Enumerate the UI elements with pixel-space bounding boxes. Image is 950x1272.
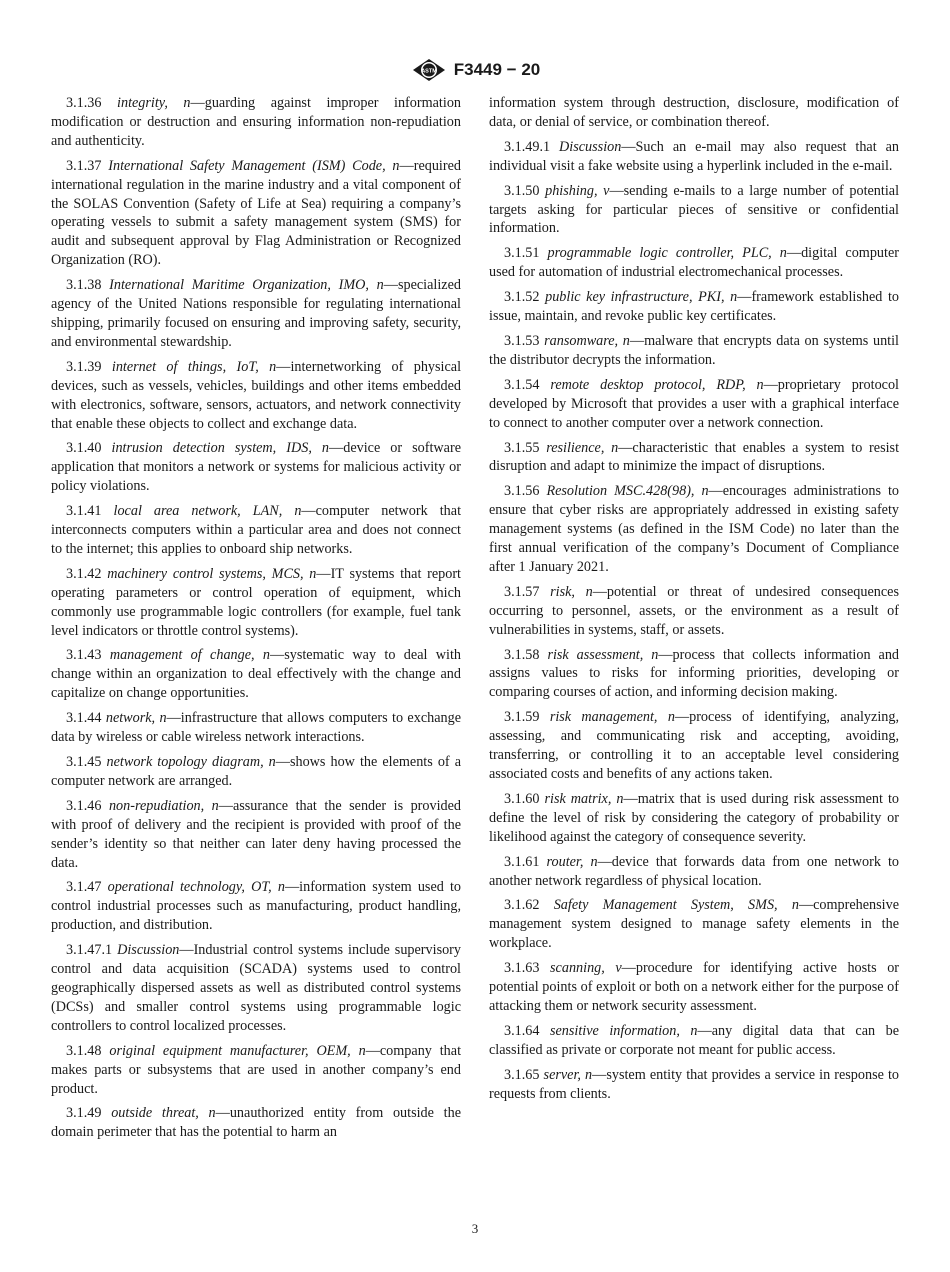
definition-paragraph [51,941,461,1036]
definition-paragraph [51,502,461,559]
definition-text: —process of identifying, analyzing, assessing, and communicating risk and accepting, avoiding, transferring, or controlling it to an acceptable level considering associated costs and benefits of any actions taken. [489,709,900,782]
definition-text: —potential or threat of undesired consequences occurring to personnel, assets, or the environment as a result of vulnerabilities in systems, staff, or assets. [489,583,899,638]
definition-number: 3.1.61 [504,853,540,870]
definition-number: 3.1.56 [504,483,540,500]
definition-text: —required international regulation in the marine industry and a vital component of the SOLAS Convention (Safety of Life at Sea) requiring a company’s operating vessels to submit a safety management system (SMS) for audit and subsequent approval by Flag Administration or Recognized Organization (RO). [51,157,461,269]
definition-term: resilience, n [546,439,619,456]
definition-number: 3.1.44 [66,710,102,727]
definition-text: —proprietary protocol developed by Microsoft that provides a user with a graphical interface to connect to another computer over a network connection. [489,376,899,431]
definition-text: —company that makes parts or subsystems that are used in another company’s end product. [51,1042,462,1097]
definition-paragraph [51,878,461,935]
definition-text: —shows how the elements of a computer network are arranged. [51,754,461,789]
definition-paragraph [489,790,899,847]
definition-term: scanning, v [550,960,622,977]
definition-text: —Industrial control systems include supervisory control and data acquisition (SCADA) systems used to control geographically dispersed assets as well as distributed control systems (DCSs) and smaller control systems using programmable logic controllers to control localized processes. [51,942,462,1034]
definition-number: 3.1.64 [504,1022,540,1039]
definition-number: 3.1.57 [504,583,540,600]
astm-logo-text: ASTM [420,68,437,75]
definition-text: —any digital data that can be classified as private or corporate not meant for public access. [489,1022,899,1058]
definition-text: —Such an e-mail may also request that an individual visit a fake website using a hyperlink included in the e-mail. [489,138,899,174]
definition-number: 3.1.40 [66,440,102,457]
definition-text: —characteristic that enables a system to resist disruption and adapt to minimize the impact of disruptions. [489,439,900,475]
definition-paragraph [51,797,461,873]
definition-term: server, n [543,1066,593,1083]
definition-text: —matrix that is used during risk assessment to define the level of risk by considering the category of probability or likelihood against the category of consequence severity. [489,790,900,845]
definition-term: Resolution MSC.428(98), n [546,483,709,500]
definition-term: risk management, n [549,709,675,726]
definition-paragraph [51,157,461,270]
definition-term: risk, n [550,583,593,600]
definition-paragraph [489,1066,899,1104]
definition-number: 3.1.49 [66,1105,102,1122]
definition-text: —IT systems that report operating parameters or control operation of equipment, which commonly use programmable logic controllers (for example, fuel tank level indicators or throttle control systems). [51,565,461,639]
definition-number: 3.1.59 [504,709,540,726]
definition-term: International Maritime Organization, IMO, n [109,277,384,294]
definition-paragraph [51,709,461,747]
definition-text: —digital computer used for automation of industrial electromechanical processes. [489,245,899,281]
left-column [51,94,461,1148]
page-header [0,56,950,84]
definition-number: 3.1.38 [66,277,102,294]
definition-text: —process that collects information and assigns values to risks for informing priorities, developing or comparing courses of action, and informing decision making. [489,646,900,701]
definition-term: phishing, v [545,182,610,199]
definition-term: remote desktop protocol, RDP, n [550,376,764,393]
definition-number: 3.1.60 [504,790,540,807]
definition-paragraph [489,959,899,1016]
definition-text: —unauthorized entity from outside the domain perimeter that has the potential to harm an [51,1105,461,1141]
definition-number: 3.1.36 [66,95,102,111]
definition-number: 3.1.45 [66,754,102,770]
astm-logo-icon [410,57,448,83]
definition-number: 3.1.48 [66,1042,102,1059]
definition-number: 3.1.37 [66,157,102,174]
definition-term: router, n [546,853,598,870]
definition-paragraph [489,332,899,370]
definition-text: —specialized agency of the United Nations responsible for regulating international shipping, primarily focused on ensuring and improving safety, security, and environmental stewardship. [51,277,461,350]
definition-number: 3.1.46 [66,797,102,814]
definition-paragraph [489,482,899,577]
definition-term: risk assessment, n [547,646,659,663]
definition-number: 3.1.51 [504,245,540,262]
definition-text: —device or software application that monitors a network or systems for malicious activity or policy violations. [51,440,461,495]
definition-paragraph [489,1022,899,1060]
definition-term: network topology diagram, n [106,754,276,770]
definition-paragraph [489,853,899,891]
definition-text: —system entity that provides a service in response to requests from clients. [489,1066,899,1102]
definition-paragraph [51,94,461,151]
continued-paragraph: information system through destruction, disclosure, modification of data, or denial of service, or combination thereof. [489,95,899,130]
definition-paragraph [51,1104,461,1142]
definition-text: —internetworking of physical devices, such as vessels, vehicles, buildings and other items embedded with electronics, software, sensors, actuators, and network connectivity that enable these objects to collect and exchange data. [51,358,462,432]
definition-number: 3.1.49.1 [504,138,551,155]
definition-term: internet of things, IoT, n [111,358,277,375]
definition-text: —assurance that the sender is provided with proof of delivery and the recipient is provided with proof of the sender’s identity so that neither can later deny having processed the data. [51,797,462,871]
definition-term: operational technology, OT, n [107,879,285,896]
definition-number: 3.1.65 [504,1066,540,1083]
definition-number: 3.1.41 [66,503,102,520]
definition-number: 3.1.43 [66,647,102,664]
definition-text: —information system used to control industrial processes such as manufacturing, product handling, production, and distribution. [51,879,462,934]
definition-text: —device that forwards data from one network to another network regardless of physical location. [489,853,899,889]
definition-paragraph [51,276,461,352]
right-column [489,94,899,1110]
definition-paragraph [489,288,899,326]
definition-paragraph [51,646,461,703]
definition-number: 3.1.63 [504,960,540,977]
definition-number: 3.1.50 [504,182,540,199]
definition-number: 3.1.42 [66,565,102,582]
definition-paragraph [489,182,899,239]
definition-number: 3.1.52 [504,289,540,306]
definition-term: intrusion detection system, IDS, n [111,440,330,457]
definition-text: —systematic way to deal with change within an organization to deal effectively with the change and capitalize on change opportunities. [51,647,461,702]
definition-text: —infrastructure that allows computers to exchange data by wireless or cable wireless network interactions. [51,710,461,746]
right-column-definitions [489,138,899,1104]
definition-term: integrity, n [117,95,191,111]
definition-paragraph [489,138,899,176]
definition-paragraph [489,708,899,784]
definition-number: 3.1.39 [66,358,102,375]
definition-paragraph [489,244,899,282]
definition-paragraph [489,583,899,640]
definition-term: outside threat, n [111,1105,216,1122]
definition-term: management of change, n [109,647,271,664]
definition-number: 3.1.47 [66,879,102,896]
definition-term: local area network, LAN, n [113,503,302,520]
definition-paragraph [51,439,461,496]
definition-term: Safety Management System, SMS, n [553,897,799,914]
definition-paragraph [51,1042,461,1099]
definition-term: original equipment manufacturer, OEM, n [109,1042,366,1059]
definition-paragraph [489,896,899,953]
definition-text: —sending e-mails to a large number of potential targets asking for particular pieces of sensitive or confidential information. [489,182,900,237]
definition-term: ransomware, n [544,332,630,349]
document-id: F3449 − 20 [453,60,541,79]
definition-term: International Safety Management (ISM) Code, n [108,157,400,174]
definition-text: —malware that encrypts data on systems until the distributor decrypts the information. [489,332,899,368]
definition-term: public key infrastructure, PKI, n [545,289,738,306]
definition-number: 3.1.55 [504,439,540,456]
definition-paragraph [489,376,899,433]
definition-term: risk matrix, n [544,790,624,807]
definition-text: —guarding against improper information modification or destruction and ensuring information non-repudiation and authenticity. [51,95,462,149]
definition-text: —framework established to issue, maintain, and revoke public key certificates. [489,289,900,325]
definition-term: programmable logic controller, PLC, n [547,245,787,262]
page-number: 3 [471,1221,479,1236]
definition-paragraph [51,565,461,641]
definition-text: —procedure for identifying active hosts or potential points of exploit or both on a network either for the purpose of attacking them or network security assessment. [489,960,900,1014]
definition-text: —encourages administrations to ensure that cyber risks are appropriately addressed in existing safety management systems (as defined in the ISM Code) no later than the first annual verification of the company’s Document of Compliance after 1 January 2021. [489,483,899,575]
definition-paragraph [489,646,899,703]
definition-term: Discussion [559,138,622,155]
definition-number: 3.1.47.1 [66,942,113,959]
definition-number: 3.1.54 [504,376,540,393]
definition-term: Discussion [117,942,180,959]
definition-term: machinery control systems, MCS, n [107,565,317,582]
definition-term: sensitive information, n [549,1022,698,1039]
definition-number: 3.1.62 [504,897,540,914]
definition-paragraph [51,358,461,434]
definition-text: —comprehensive management system designed to manage safety elements in the workplace. [489,897,900,952]
definition-number: 3.1.53 [504,332,540,349]
definition-paragraph [489,439,899,477]
definition-term: non-repudiation, n [108,797,219,814]
definition-paragraph [51,753,461,791]
definition-number: 3.1.58 [504,646,540,663]
definition-term: network, n [105,710,167,727]
definition-text: —computer network that interconnects computers within a particular area and does not connect to the internet; this applies to onboard ship networks. [51,503,462,557]
